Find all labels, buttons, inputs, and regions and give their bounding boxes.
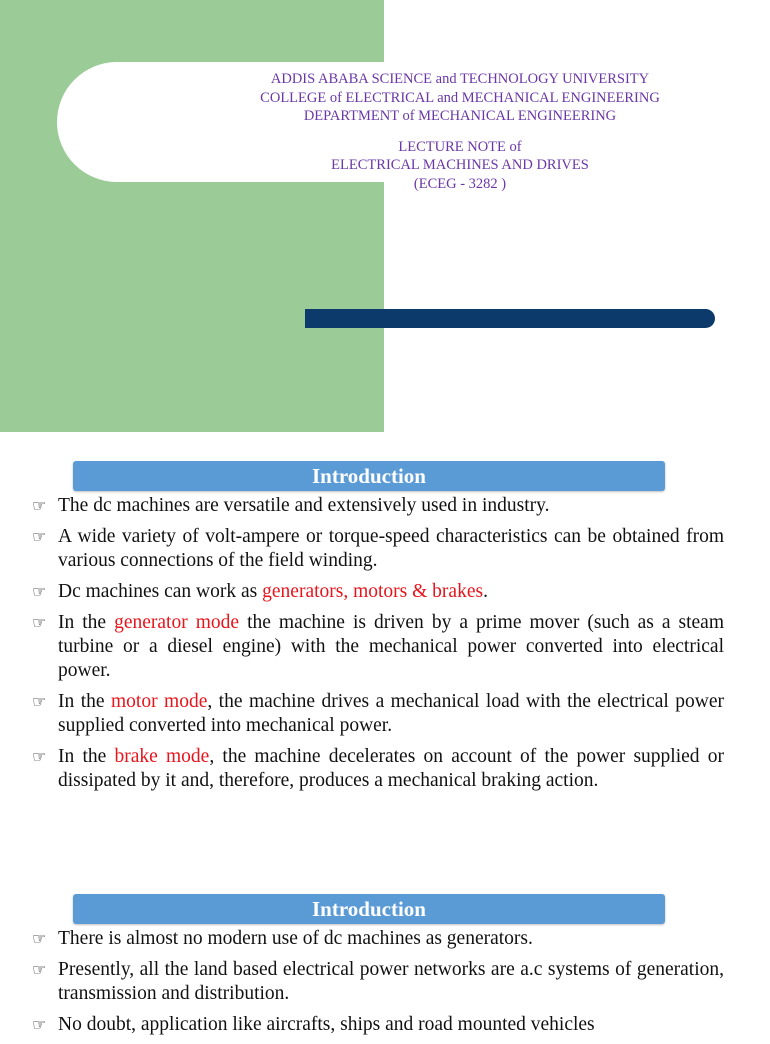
lecture-note-label: LECTURE NOTE of [398,138,522,155]
course-code: (ECEG - 3282 ) [413,175,507,192]
list-item: ☞ In the generator mode the machine is driven by a prime mover (such as a steam turbine or a diesel engine) with the mechanical power converted into electrical power. [32,612,724,681]
pointing-hand-icon: ☞ [32,613,47,632]
pointing-hand-icon: ☞ [32,1015,47,1034]
blue-accent-bar [305,309,715,328]
highlight-text: motor mode [110,691,208,712]
highlight-text: generators, motors & brakes [262,581,484,602]
list-item: ☞ A wide variety of volt-ampere or torque-speed characteristics can be obtained from various connections of the field winding. [32,526,724,571]
pointing-hand-icon: ☞ [32,582,47,601]
pointing-hand-icon: ☞ [32,960,47,979]
list-item: ☞ Dc machines can work as generators, motors & brakes. [32,581,488,602]
pointing-hand-icon: ☞ [32,496,47,515]
department-name: DEPARTMENT of MECHANICAL ENGINEERING [303,108,617,124]
slide3-bullet-list [32,927,724,1044]
title-slide [0,0,768,432]
highlight-text: generator mode [114,612,240,633]
pointing-hand-icon: ☞ [32,747,47,766]
list-item: ☞ There is almost no modern use of dc machines as generators. [32,928,533,949]
pointing-hand-icon: ☞ [32,692,47,711]
slide2-bullet-list [32,494,724,800]
list-item: ☞ In the brake mode, the machine decelerates on account of the power supplied or dissipated by it and, therefore, produces a mechanical braking action. [32,746,724,791]
list-item: ☞ The dc machines are versatile and extensively used in industry. [32,495,550,516]
course-name: ELECTRICAL MACHINES AND DRIVES [331,157,589,173]
college-name: COLLEGE of ELECTRICAL and MECHANICAL ENGINEERING [260,89,660,106]
list-item: ☞ In the motor mode, the machine drives a mechanical load with the electrical power supplied converted into mechanical power. [32,691,724,736]
slide3-heading: Introduction [73,894,665,924]
university-name: ADDIS ABABA SCIENCE and TECHNOLOGY UNIVERSITY [270,71,650,87]
pointing-hand-icon: ☞ [32,527,47,546]
title-block [150,70,770,193]
list-item: ☞ Presently, all the land based electrical power networks are a.c systems of generation, transmission and distribution. [32,959,724,1004]
list-item: ☞ No doubt, application like aircrafts, ships and road mounted vehicles [32,1014,595,1035]
pointing-hand-icon: ☞ [32,929,47,948]
slide2-heading: Introduction [73,461,665,491]
highlight-text: brake mode [114,746,210,767]
